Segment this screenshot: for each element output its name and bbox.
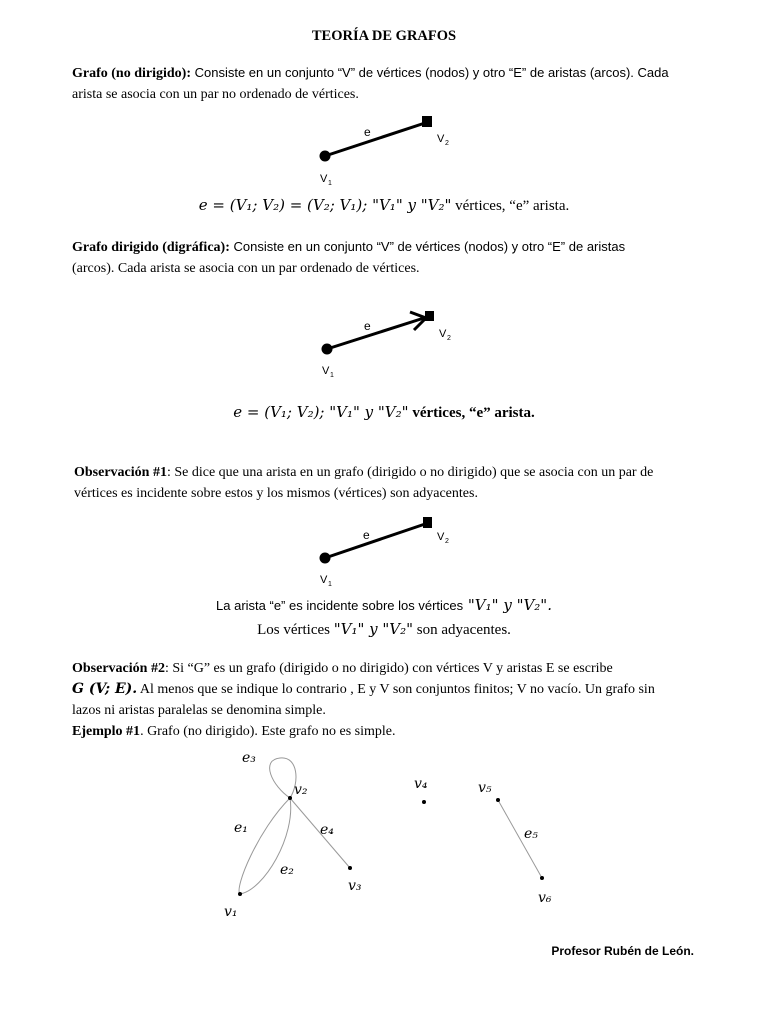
vertex-v1: [320, 553, 331, 564]
example-1-label: Ejemplo #1: [72, 724, 141, 739]
label-v6: v₆: [538, 890, 552, 906]
adjacency-text: Los vértices: [257, 622, 334, 638]
vertex-v2: [425, 311, 434, 321]
directed-formula: [0, 403, 768, 422]
directed-graph-label: Grafo dirigido (digráfica):: [72, 240, 230, 255]
vertex-v2: [423, 517, 432, 528]
edge-label: e: [364, 125, 371, 139]
vertex-label-v1-sub: 1: [330, 372, 334, 379]
observation-2-label: Observación #2: [72, 661, 165, 676]
label-e5: e₅: [524, 826, 538, 842]
vertex-v1: [238, 892, 242, 896]
vertex-label-v2-sub: 2: [445, 538, 449, 545]
undirected-edge-diagram-1: [300, 112, 460, 192]
page-title: TEORÍA DE GRAFOS: [311, 28, 457, 44]
observation-2-text-c: lazos ni aristas paralelas se denomina simple.: [72, 703, 326, 718]
directed-graph-text-b: (arcos). Cada arista se asocia con un par ordenado de vértices.: [72, 261, 420, 276]
edge-line: [325, 523, 428, 558]
vertex-v2: [422, 116, 432, 127]
vertex-label-v1-sub: 1: [328, 180, 332, 187]
vertex-label-v2-sub: 2: [445, 140, 449, 147]
vertex-label-v1: V: [322, 365, 330, 377]
undirected-formula-math: e = (V₁; V₂) = (V₂; V₁); "V₁" y "V₂": [198, 196, 452, 214]
adjacency-tail: son adyacentes.: [413, 622, 511, 638]
label-e3: e₃: [242, 750, 256, 766]
incidence-text: La arista “e” es incidente sobre los vértices: [216, 598, 464, 613]
vertex-label-v2-sub: 2: [447, 335, 451, 342]
edge-e3: [270, 758, 296, 798]
label-e1: e₁: [234, 820, 248, 836]
directed-formula-tail: vértices, “e” arista.: [408, 405, 535, 421]
author-footer: Profesor Rubén de León.: [551, 944, 694, 958]
vertex-label-v2: V: [437, 133, 445, 145]
vertex-v4: [422, 800, 426, 804]
directed-edge-line: [327, 318, 424, 349]
directed-edge-diagram: [300, 306, 460, 386]
vertex-label-v2: V: [437, 531, 445, 543]
label-v4: v₄: [414, 776, 428, 792]
adjacency-sentence: [0, 620, 768, 639]
vertex-label-v1-sub: 1: [328, 581, 332, 588]
edge-line: [325, 122, 428, 156]
edge-label: e: [364, 319, 371, 333]
observation-2-text-b: Al menos que se indique lo contrario , E y V son conjuntos finitos; V no vacío. Un grafo sin: [137, 682, 655, 697]
vertex-v6: [540, 876, 544, 880]
label-e2: e₂: [280, 862, 294, 878]
undirected-graph-definition: [72, 62, 694, 105]
observation-1-label: Observación #1: [74, 465, 167, 480]
label-v2: v₂: [294, 782, 308, 798]
vertex-v1: [320, 151, 331, 162]
vertex-v3: [348, 866, 352, 870]
observation-2-text-a: : Si “G” es un grafo (dirigido o no dirigido) con vértices V y aristas E se escribe: [164, 661, 613, 676]
incidence-sentence: [0, 596, 768, 615]
undirected-edge-diagram-2: [300, 512, 460, 592]
vertex-label-v1: V: [320, 574, 328, 586]
vertex-label-v1: V: [320, 173, 328, 185]
observation-1: [74, 462, 694, 504]
directed-graph-text-a: Consiste en un conjunto “V” de vértices (nodos) y otro “E” de aristas: [229, 239, 626, 254]
undirected-graph-text-a: Consiste en un conjunto “V” de vértices (nodos) y otro “E” de aristas (arcos). Cada: [191, 65, 669, 80]
vertex-v5: [496, 798, 500, 802]
observation-1-text-a: : Se dice que una arista en un grafo (dirigido o no dirigido) que se asocia con un par de: [166, 465, 654, 480]
label-v5: v₅: [478, 780, 492, 796]
vertex-v1: [322, 344, 333, 355]
undirected-formula: [0, 196, 768, 215]
edge-label: e: [363, 528, 370, 542]
vertex-label-v2: V: [439, 328, 447, 340]
directed-graph-definition: [72, 236, 694, 279]
label-e4: e₄: [320, 822, 334, 838]
label-v1: v₁: [224, 904, 238, 920]
example-graph: [220, 740, 580, 930]
observation-2-math: G (V; E).: [72, 681, 138, 697]
edge-e2: [240, 798, 291, 894]
directed-formula-math: e = (V₁; V₂); "V₁" y "V₂": [233, 403, 409, 421]
example-1-text: . Grafo (no dirigido). Este grafo no es simple.: [140, 724, 396, 739]
adjacency-math: "V₁" y "V₂": [333, 620, 414, 638]
incidence-math: "V₁" y "V₂".: [463, 596, 552, 614]
observation-1-text-b: vértices es incidente sobre estos y los mismos (vértices) son adyacentes.: [74, 486, 478, 501]
vertex-v2: [288, 796, 292, 800]
label-v3: v₃: [348, 878, 362, 894]
observation-2: [72, 658, 694, 742]
undirected-graph-label: Grafo (no dirigido):: [72, 66, 191, 81]
undirected-graph-text-b: arista se asocia con un par no ordenado de vértices.: [72, 87, 359, 102]
undirected-formula-tail: vértices, “e” arista.: [451, 198, 570, 214]
